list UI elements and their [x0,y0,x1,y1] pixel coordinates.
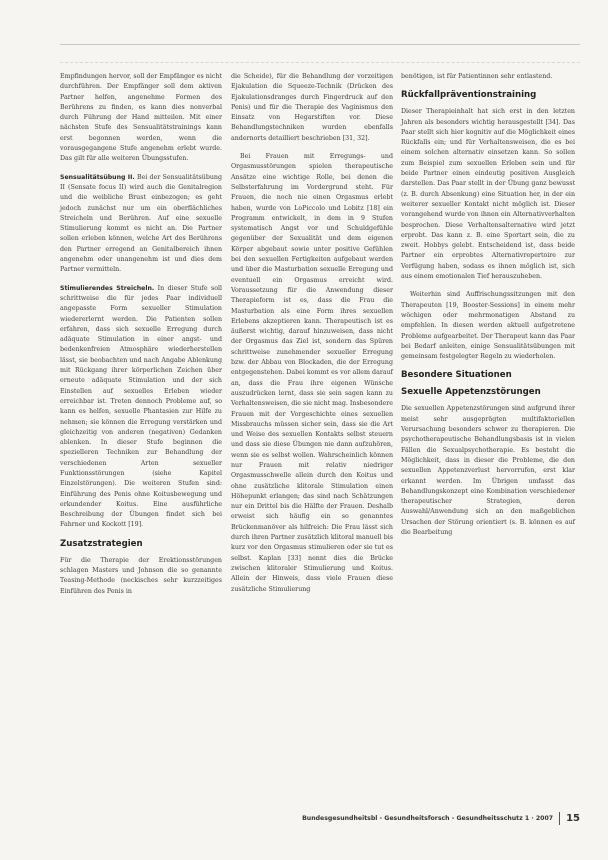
section-heading: Zusatzstrategien [60,538,143,549]
paragraph: Die sexuellen Appetenzstörungen sind aufgrund ihrer meist sehr ausgeprägten multifaktoriellen Verursachung besonders schwer zu therapieren. Die psychotherapeutische Behandlungsbasis ist in vielen Fällen die Sexualpsychotherapie. Es besteht die Möglichkeit, dass in dieser die Probleme, die den sexuellen Appetenzverlust hervorrufen, erst klar erkannt werden. Im Übrigen umfasst das Behandlungskonzept eine Kombination verschiedener therapeutischer Strategien, deren Auswahl/Anwendung sich an den maßgeblichen Ursachen der Störung orientiert (s. B. können es auf die Bearbeitung [401,405,575,536]
column-1 [60,72,222,605]
paragraph-body: In dieser Stufe soll schrittweise die für jedes Paar individuell angepasste Form sexueller Stimulation wiedererlernt werden. Die Patienten sollen erfahren, dass sich sexuelle Erregung durch adäquate Stimulation in einer angst- und bedenkenfreien Atmosphäre wiederherstellen lässt, sie beobachten und nach Angabe Ablenkung mit Rückgang ihrer körperlichen Zeichen über erneute adäquate Stimulation und der sich Einstellen auf sexuelles Erleben wieder erreichbar ist. Treten dennoch Probleme auf, so kann es helfen, sexuelle Phantasien zur Hilfe zu nehmen; sie können die Erregung verstärken und gleichzeitig von anderen (negativen) Gedanken ablenken. In dieser Stufe beginnen die spezielleren Techniken zur Behandlung der verschiedenen Arten sexueller Funktionsstörungen (siehe Kapitel Einzelstörungen). Die weiteren Stufen sind: Einführung des Penis ohne Koitusbewegung und erkundender Koitus. Eine ausführliche Beschreibung der Übungen findet sich bei Fahrner und Kockott [19]. [60,284,223,529]
section-heading: Rückfallpräventionstraining [401,90,537,101]
paragraph: Weiterhin sind Auffrischungssitzungen mit den Therapeuten [19, Booster-Sessions] in einem mehr wöchigen oder mehrmonatigen Abstand zu empfehlen. In diesen werden aktuell aufgetretene Probleme aufgearbeitet. Der Therapeut kann das Paar bei Bedarf anleiten, einige Sensualitätsübungen mit gemeinsam festgelegter Regeln zu wiederholen. [401,291,575,361]
column-3 [401,72,575,546]
paragraph: Bei Frauen mit Erregungs- und Orgasmusstörungen spielen therapeutische Ansätze eine wichtige Rolle, bei denen die Selbsterfahrung im Vordergrund steht. Für Frauen, die noch nie einen Orgasmus erlebt haben, wurde von LoPiccolo und Lobitz [18] ein Programm entwickelt, in dem in 9 Stufen systematisch Angst vor und Schuldgefühle gegenüber der Sexualität und dem eigenen Körper abgebaut sowie unter positive Gefühlen bei den sexuellen Fertigkeiten aufgebaut werden und über die Masturbation sexuelle Erregung und eventuell ein Orgasmus erreicht wird. Voraussetzung für die Anwendung dieser Therapieform ist es, dass die Frau die Masturbation als eine Form ihres sexuellen Erlebens akzeptieren kann. Therapeutisch ist es äußerst wichtig, darauf hinzuweisen, dass nicht der Orgasmus das Ziel ist, sondern das Spüren schrittweise zunehmender sexueller Erregung bzw. der Abbau von Blockaden, die der Erregung entgegenstehen. Dabei kommt es vor allem darauf an, dass die Frau ihre eigenen Wünsche auszudrücken lernt, dass sie sein sagen kann zu Verhaltensweisen, die sie nicht mag. Insbesondere Frauen mit der Vorgeschichte eines sexuellen Missbrauchs müssen sicher sein, dass sie die Art und Weise des sexuellen Kontakts selbst steuern und dass sie diese Übungen nie dann aufzuhören, wenn sie es selbst wollen. Wahrscheinlich können nur Frauen mit relativ niedriger Orgasmusschwelle allein durch den Koitus und ohne zusätzliche klitorale Stimulation einen Höhepunkt erlangen; das sind nach Schätzungen nur ein Drittel bis die Hälfte der Frauen. Deshalb erweist sich häufig ein so genanntes Brückenmanöver als hilfreich: Die Frau lässt sich durch ihren Partner zusätzlich klitoral manuell bis kurz vor den Orgasmus stimulieren oder sie tut es selbst. Kaplan [33] nennt dies die Brücke zwischen klitoraler Stimulierung und Koitus. Allein der Hinweis, dass viele Frauen diese zusätzliche Stimulierung [231,153,394,593]
subsection-heading: Sexuelle Appetenzstörungen [401,387,541,398]
run-in-heading: Sensualitätsübung II. [60,173,135,181]
page-footer [300,812,580,825]
header-rule [60,44,580,45]
paragraph: Empfindungen hervor, soll der Empfänger es nicht durchführen. Der Empfänger soll dem aktiven Partner helfen, angenehme Formen des Berührens zu finden, es kann dies nonverbal durch Führung der Hand mitteilen. Mit einer nächsten Stufe des Sensualitätstrainings kann erst begonnen werden, wenn die vorausgegangene Stufe angenehm erlebt wurde. Das gilt für alle weiteren Übungsstufen. [60,73,222,163]
paragraph [60,284,222,531]
paragraph: benötigen, ist für Patientinnen sehr entlastend. [401,73,553,80]
paragraph: die Scheide), für die Behandlung der vorzeitigen Ejakulation die Squeeze-Technik (Drücken des Ejakulationsdranges durch Fingerdruck auf den Penis) und für die Therapie des Vaginismus den Einsatz von Hegarstiften vor. Diese Behandlungstechniken wurden ebenfalls andernorts detailliert beschrieben [31, 32]. [231,73,393,142]
paragraph-body: Bei der Sensualitätsübung II (Sensate focus II) wird auch die Genitalregion und die weibliche Brust einbezogen; es geht jedoch zunächst nur um ein oberflächliches Streicheln und Berühren. Auf eine sexuelle Stimulierung kommt es nicht an. Die Partner sollen erleben können, welche Art des Berührens den Partner erregend an Genitalbereich ihnen angenehm oder unangenehm ist und dies dem Partner vermitteln. [60,173,222,274]
section-heading: Besondere Situationen [401,370,512,381]
paragraph: Dieser Therapieinhalt hat sich erst in den letzten Jahren als besonders wichtig herausgestellt [34]. Das Paar stellt sich hier kognitiv auf die Möglichkeit eines Rückfalls ein; und für Verhaltensweisen, die es bei einem solchen alternativ einsetzen kann. So sollen zum Beispiel zum sexuellen Erleben sein und für beide Partner einen eindeutig positiven Ausgleich darstellen. Das Paar stellt in der Übung ganz bewusst (z. B. durch Absenkung) eine Situation her, in der ein weiterer sexueller Kontakt nicht möglich ist. Dieser vorangehend wurde von ihnen ein Alternativverhalten besprochen. Diese Verhaltensalternative wird jetzt erprobt. Das kann z. B. eine Sportart sein, die zu zweit. Hobbys gelebt. Entscheidend ist, dass beide Partner ein erprobtes Alternativrepertoire zur Verfügung haben, sodass es ihnen möglich ist, sich aus einem emotionalen Tief herauszuheben. [401,108,575,281]
paragraph: Für die Therapie der Erektionsstörungen schlagen Masters und Johnson die so genannte Teasing-Methode (neckisches sehr kurzzeitiges Einführen des Penis in [60,556,222,595]
column-2 [231,72,393,603]
journal-citation: Bundesgesundheitsbl - Gesundheitsforsch - Gesundheitsschutz 1 · 2007 [302,815,554,822]
run-in-heading: Stimulierendes Streicheln. [60,284,155,292]
header-rule-dashed [60,62,580,63]
page-number: 15 [566,813,580,824]
footer-divider [559,812,560,825]
paragraph [60,173,222,276]
